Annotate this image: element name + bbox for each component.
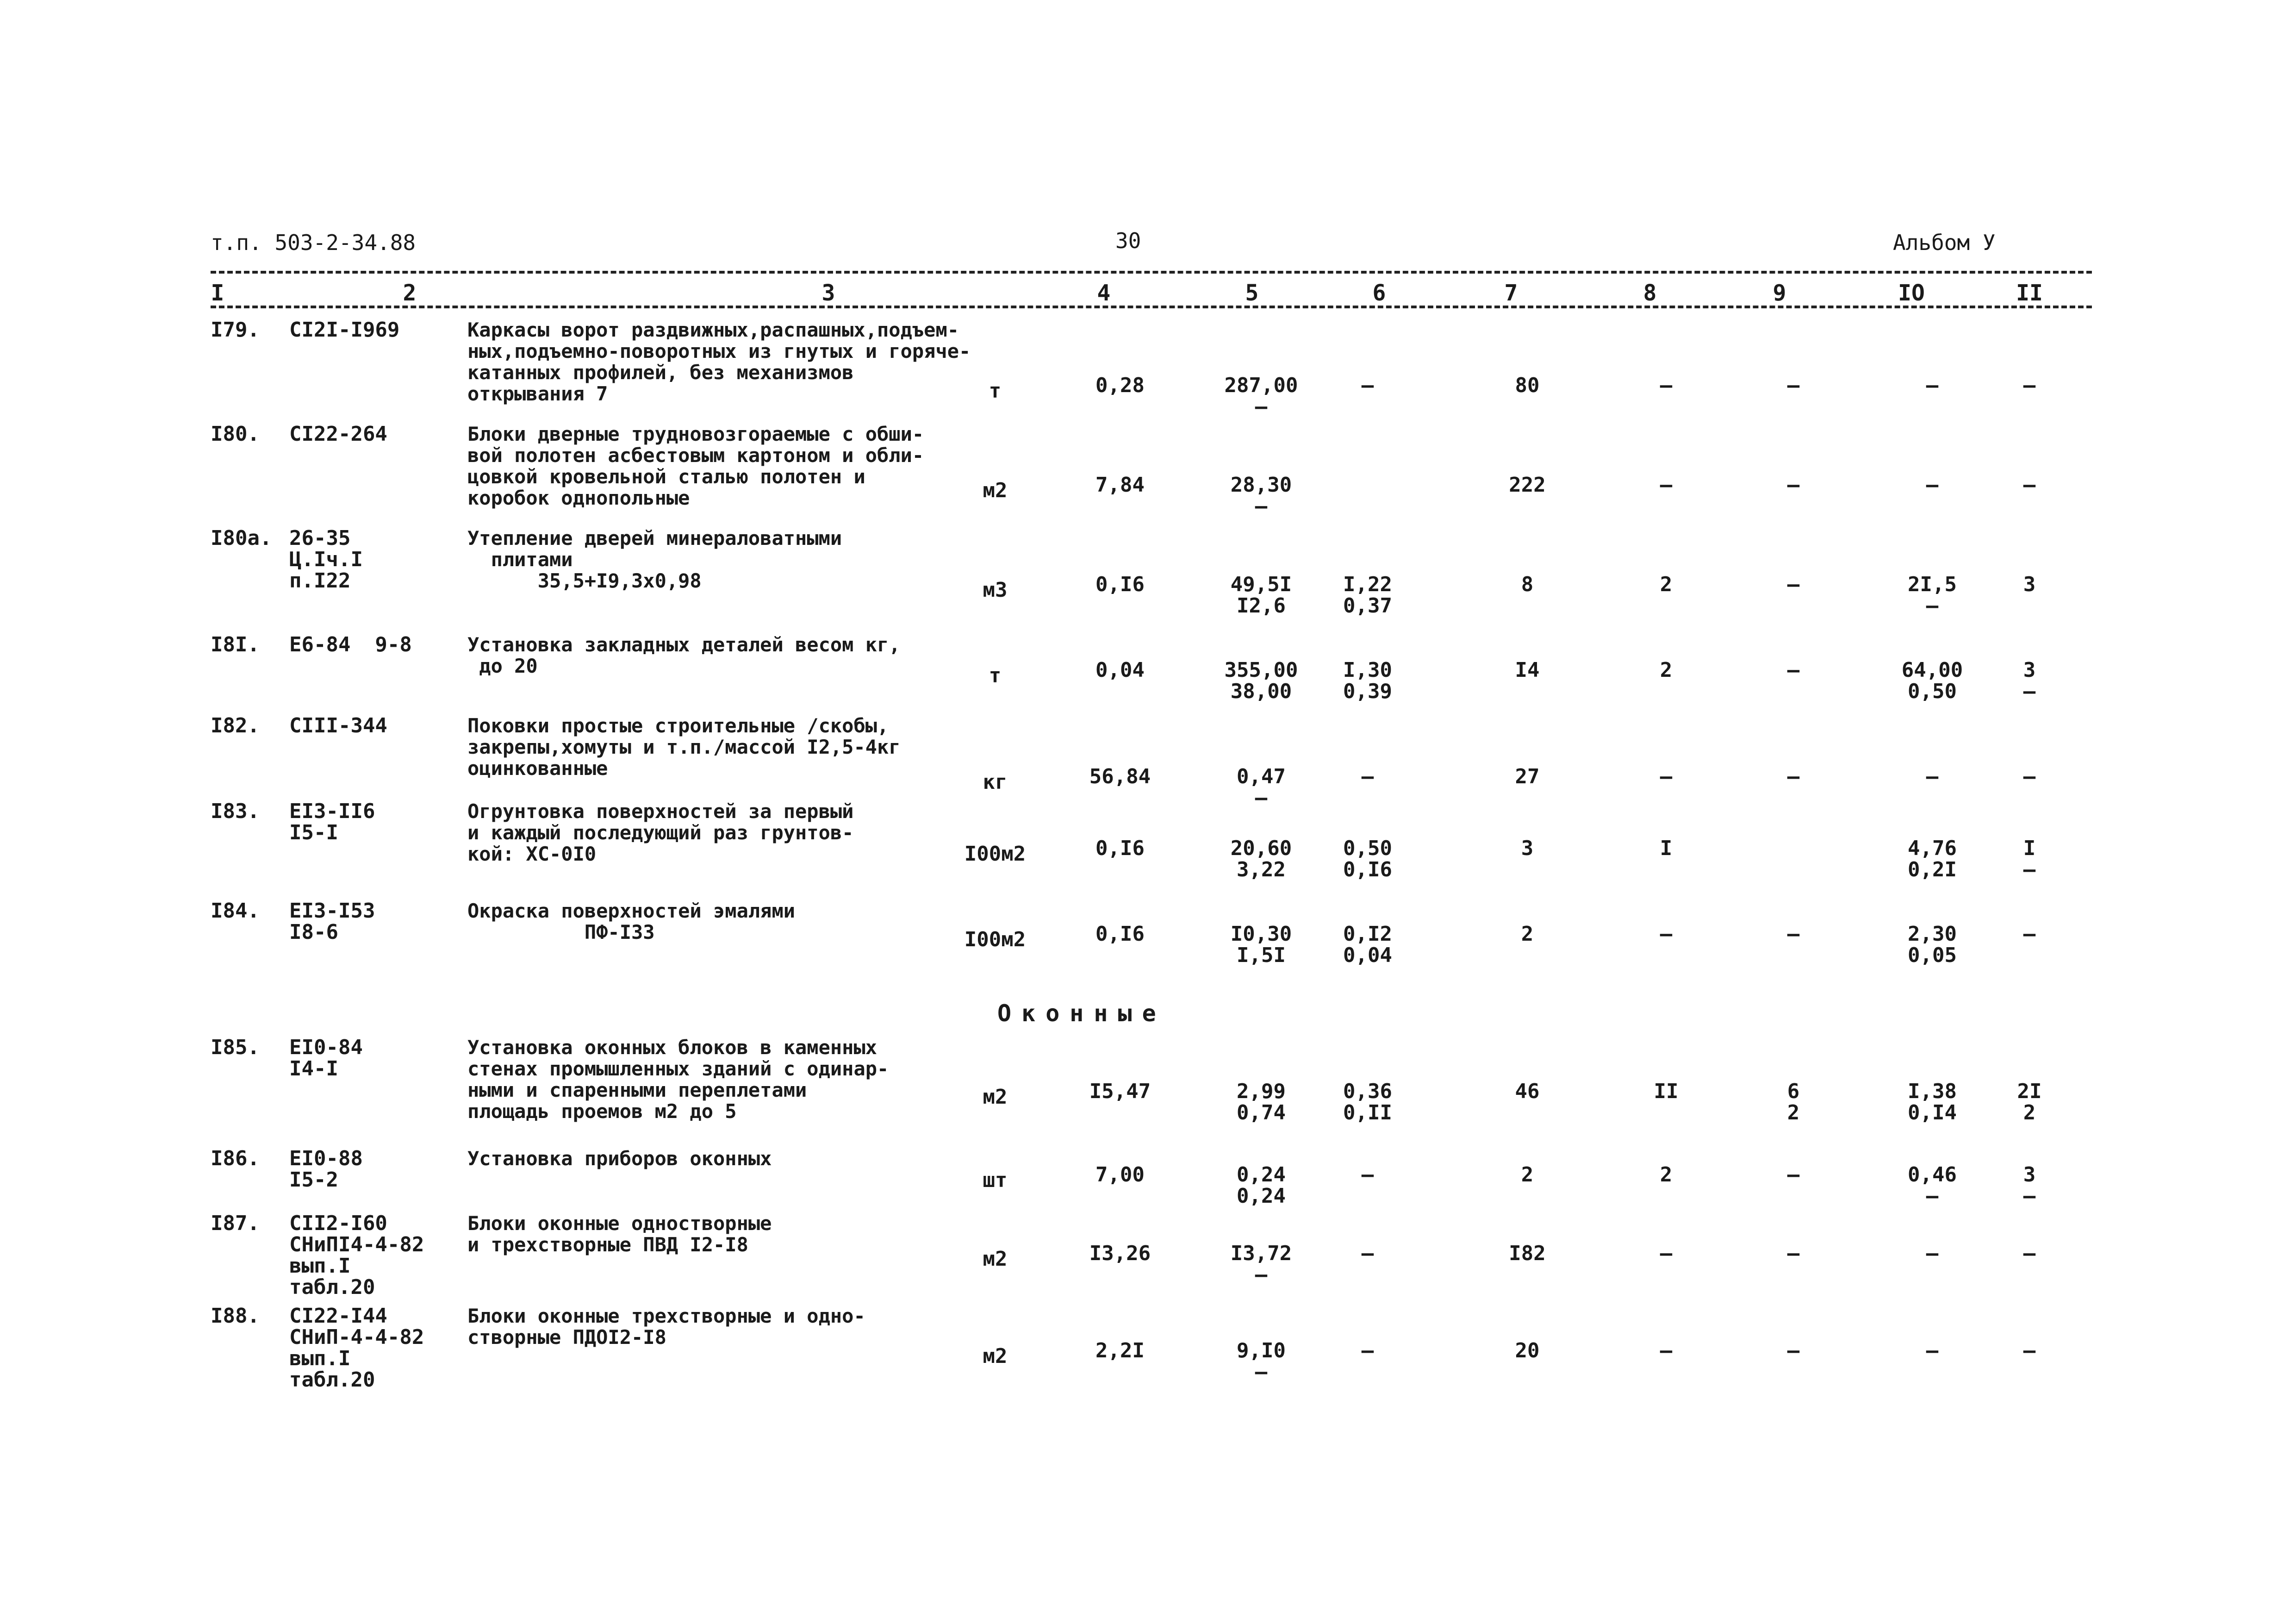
- value-col-11: 3 –: [2023, 1163, 2036, 1208]
- album-label: Альбом У: [1893, 230, 1996, 255]
- work-description: Установка оконных блоков в каменных стенах промышленных зданий с одинар- ными и спаренными переплетами площадь проемов м2 до 5: [467, 1036, 889, 1123]
- value-col-7: 46: [1515, 1080, 1540, 1103]
- value-col-6: –: [1361, 1339, 1374, 1362]
- unit: I00м2: [964, 842, 1026, 866]
- norm-code: CIII-344: [289, 714, 387, 737]
- value-col-7: 3: [1521, 837, 1534, 860]
- quantity: 0,I6: [1095, 922, 1145, 946]
- norm-code: CI22-I44 СНиП-4-4-82 вып.I табл.20: [289, 1304, 424, 1392]
- value-col-6: 0,I2 0,04: [1343, 922, 1392, 967]
- value-col-11: –: [2023, 374, 2036, 397]
- column-header: 9: [1773, 280, 1786, 306]
- value-col-11: 3: [2023, 573, 2036, 596]
- value-col-6: –: [1361, 765, 1374, 788]
- value-col-8: –: [1660, 1242, 1673, 1265]
- work-description: Блоки оконные трехстворные и одно- створные ПДОI2-I8: [467, 1305, 865, 1349]
- work-description: Установка закладных деталей весом кг, до 20: [467, 633, 901, 677]
- norm-code: CI22-264: [289, 422, 387, 446]
- value-col-9: –: [1787, 1242, 1800, 1265]
- norm-code: ЕI3-II6 I5-I: [289, 800, 375, 844]
- value-col-7: 27: [1515, 765, 1540, 788]
- value-col-8: –: [1660, 765, 1673, 788]
- row-number: I80а.: [211, 526, 272, 550]
- value-col-10: –: [1926, 1242, 1939, 1265]
- work-description: Блоки дверные трудновозгораемые с обши- вой полотен асбестовым картоном и обли- цовкой кровельной сталью полотен и коробок однопольные: [467, 423, 924, 509]
- norm-code: ЕI3-I53 I8-6: [289, 899, 375, 944]
- column-header: 7: [1504, 280, 1518, 306]
- value-col-7: 80: [1515, 374, 1540, 397]
- row-number: I83.: [211, 800, 260, 823]
- value-col-5: 9,I0 –: [1237, 1339, 1286, 1384]
- column-header: 2: [403, 280, 417, 306]
- value-col-9: –: [1787, 473, 1800, 497]
- value-col-5: 355,00 38,00: [1224, 658, 1298, 703]
- value-col-5: 0,47 –: [1237, 765, 1286, 810]
- row-number: I88.: [211, 1304, 260, 1328]
- value-col-10: 64,00 0,50: [1901, 658, 1963, 703]
- value-col-11: I –: [2023, 837, 2036, 881]
- norm-code: ЕI0-84 I4-I: [289, 1036, 363, 1081]
- value-col-10: 2,30 0,05: [1908, 922, 1957, 967]
- norm-code: ЕI0-88 I5-2: [289, 1147, 363, 1192]
- value-col-8: –: [1660, 1339, 1673, 1362]
- value-col-6: –: [1361, 374, 1374, 397]
- row-number: I85.: [211, 1036, 260, 1059]
- value-col-9: –: [1787, 922, 1800, 946]
- column-header: I: [211, 280, 224, 306]
- value-col-5: 0,24 0,24: [1237, 1163, 1286, 1208]
- value-col-7: 2: [1521, 922, 1534, 946]
- unit: I00м2: [964, 928, 1026, 951]
- row-number: I82.: [211, 714, 260, 737]
- value-col-7: 8: [1521, 573, 1534, 596]
- value-col-7: I4: [1515, 658, 1540, 682]
- norm-code: 26-35 Ц.Iч.I п.I22: [289, 526, 363, 593]
- row-number: I84.: [211, 899, 260, 923]
- norm-code: CI2I-I969: [289, 318, 400, 342]
- value-col-10: 4,76 0,2I: [1908, 837, 1957, 881]
- column-header: 6: [1372, 280, 1386, 306]
- value-col-11: –: [2023, 473, 2036, 497]
- value-col-8: 2: [1660, 1163, 1673, 1187]
- work-description: Блоки оконные одностворные и трехстворные ПВД I2-I8: [467, 1212, 772, 1256]
- unit: м2: [983, 479, 1008, 502]
- work-description: Каркасы ворот раздвижных,распашных,подъем- ных,подъемно-поворотных из гнутых и горяче- катанных профилей, без механизмов открывания 7: [467, 319, 971, 405]
- row-number: I79.: [211, 318, 260, 342]
- quantity: I3,26: [1089, 1242, 1151, 1265]
- value-col-11: –: [2023, 922, 2036, 946]
- value-col-6: –: [1361, 1163, 1374, 1187]
- column-header: 4: [1097, 280, 1111, 306]
- value-col-8: I: [1660, 837, 1673, 860]
- value-col-10: –: [1926, 1339, 1939, 1362]
- value-col-9: –: [1787, 1163, 1800, 1187]
- page-number: 30: [1115, 228, 1141, 253]
- value-col-11: –: [2023, 1339, 2036, 1362]
- value-col-10: 2I,5 –: [1908, 573, 1957, 618]
- quantity: I5,47: [1089, 1080, 1151, 1103]
- value-col-10: –: [1926, 765, 1939, 788]
- quantity: 0,I6: [1095, 837, 1145, 860]
- row-number: I86.: [211, 1147, 260, 1170]
- value-col-10: 0,46 –: [1908, 1163, 1957, 1208]
- work-description: Огрунтовка поверхностей за первый и каждый последующий раз грунтов- кой: ХС-0I0: [467, 800, 854, 865]
- value-col-11: 3 –: [2023, 658, 2036, 703]
- value-col-5: 287,00 –: [1224, 374, 1298, 418]
- unit: м3: [983, 578, 1008, 602]
- work-description: Утепление дверей минераловатными плитами 35,5+I9,3х0,98: [467, 527, 842, 592]
- value-col-5: 20,60 3,22: [1230, 837, 1292, 881]
- work-description: Поковки простые строительные /скобы, закрепы,хомуты и т.п./массой I2,5-4кг оцинкованные: [467, 714, 901, 780]
- value-col-9: –: [1787, 658, 1800, 682]
- value-col-7: 2: [1521, 1163, 1534, 1187]
- quantity: 56,84: [1089, 765, 1151, 788]
- value-col-5: 28,30 –: [1230, 473, 1292, 518]
- work-description: Установка приборов оконных: [467, 1147, 772, 1170]
- quantity: 0,I6: [1095, 573, 1145, 596]
- unit: м2: [983, 1344, 1008, 1368]
- value-col-6: 0,36 0,II: [1343, 1080, 1392, 1124]
- value-col-10: I,38 0,I4: [1908, 1080, 1957, 1124]
- quantity: 7,84: [1095, 473, 1145, 497]
- quantity: 0,28: [1095, 374, 1145, 397]
- unit: кг: [983, 770, 1008, 794]
- value-col-7: I82: [1509, 1242, 1546, 1265]
- value-col-5: 2,99 0,74: [1237, 1080, 1286, 1124]
- norm-code: CII2-I60 СНиПI4-4-82 вып.I табл.20: [289, 1212, 424, 1299]
- value-col-11: –: [2023, 1242, 2036, 1265]
- value-col-6: I,22 0,37: [1343, 573, 1392, 618]
- value-col-8: 2: [1660, 658, 1673, 682]
- value-col-10: –: [1926, 374, 1939, 397]
- value-col-8: II: [1654, 1080, 1679, 1103]
- value-col-8: 2: [1660, 573, 1673, 596]
- unit: м2: [983, 1247, 1008, 1271]
- section-title: Оконные: [997, 1000, 1166, 1027]
- work-description: Окраска поверхностей эмалями ПФ-I33: [467, 899, 796, 943]
- column-header: II: [2016, 280, 2043, 306]
- quantity: 7,00: [1095, 1163, 1145, 1187]
- value-col-9: –: [1787, 1339, 1800, 1362]
- value-col-5: 49,5I I2,6: [1230, 573, 1292, 618]
- document-code: т.п. 503-2-34.88: [211, 230, 416, 255]
- column-header: 5: [1245, 280, 1259, 306]
- value-col-8: –: [1660, 473, 1673, 497]
- column-header: 3: [821, 280, 835, 306]
- column-header: 8: [1643, 280, 1657, 306]
- value-col-6: I,30 0,39: [1343, 658, 1392, 703]
- value-col-9: –: [1787, 573, 1800, 596]
- norm-code: Е6-84 9-8: [289, 633, 412, 656]
- value-col-8: –: [1660, 374, 1673, 397]
- value-col-9: –: [1787, 374, 1800, 397]
- unit: шт: [983, 1168, 1008, 1192]
- value-col-11: –: [2023, 765, 2036, 788]
- value-col-10: –: [1926, 473, 1939, 497]
- header-rule-top: [211, 271, 2092, 274]
- value-col-9: –: [1787, 765, 1800, 788]
- value-col-8: –: [1660, 922, 1673, 946]
- column-header: IO: [1898, 280, 1925, 306]
- value-col-7: 222: [1509, 473, 1546, 497]
- value-col-9: 6 2: [1787, 1080, 1800, 1124]
- unit: т: [989, 379, 1002, 403]
- value-col-7: 20: [1515, 1339, 1540, 1362]
- value-col-5: I0,30 I,5I: [1230, 922, 1292, 967]
- value-col-6: –: [1361, 1242, 1374, 1265]
- row-number: I87.: [211, 1212, 260, 1235]
- header-rule-bottom: [211, 306, 2092, 308]
- value-col-6: 0,50 0,I6: [1343, 837, 1392, 881]
- row-number: I8I.: [211, 633, 260, 656]
- value-col-5: I3,72 –: [1230, 1242, 1292, 1287]
- unit: м2: [983, 1085, 1008, 1109]
- row-number: I80.: [211, 422, 260, 446]
- unit: т: [989, 664, 1002, 687]
- quantity: 0,04: [1095, 658, 1145, 682]
- value-col-11: 2I 2: [2017, 1080, 2042, 1124]
- quantity: 2,2I: [1095, 1339, 1145, 1362]
